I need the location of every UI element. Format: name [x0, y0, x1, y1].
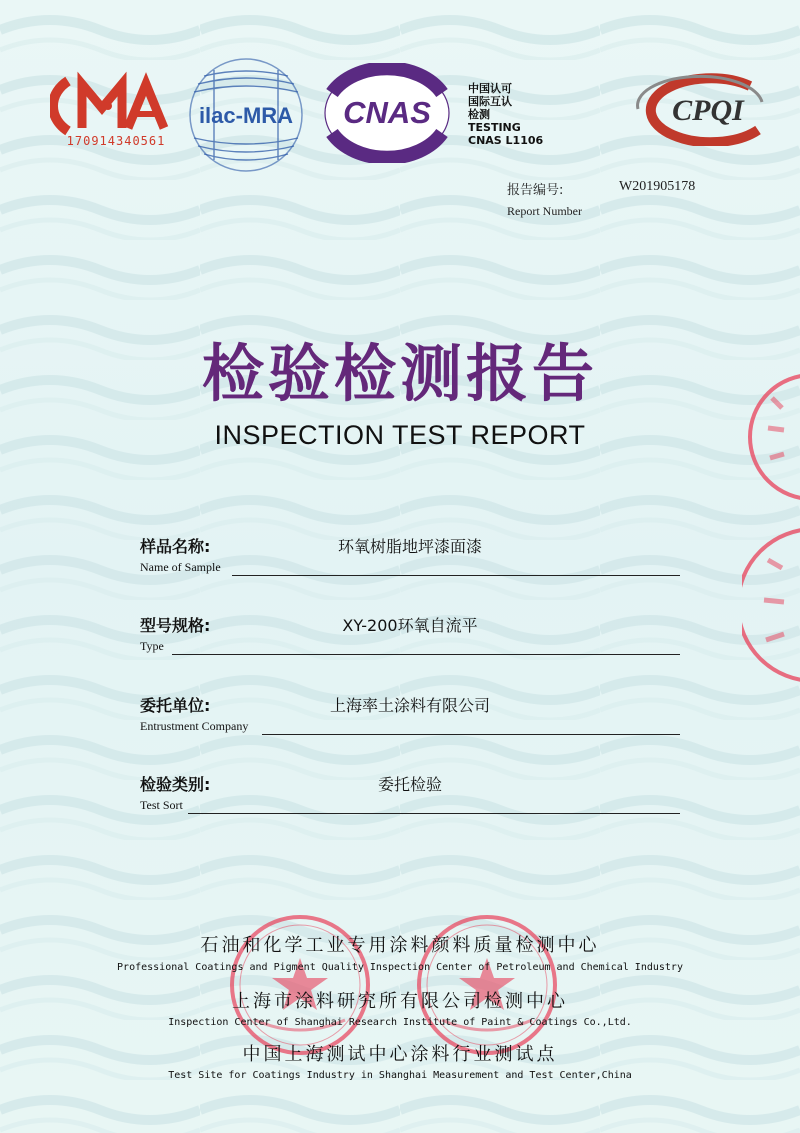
cnas-accreditation-text: [468, 82, 588, 147]
field-label-cn: 型号规格:: [140, 616, 211, 635]
report-number-label-en: Report Number: [507, 204, 582, 218]
field-label-en: Entrustment Company: [140, 719, 249, 733]
report-number-block: [507, 179, 696, 218]
field-entrustment-company: [140, 693, 680, 753]
field-underline: [232, 575, 680, 576]
field-value: 环氧树脂地坪漆面漆: [337, 537, 482, 556]
field-underline: [262, 734, 680, 735]
field-label-en: Test Sort: [140, 798, 183, 812]
cpqi-logo-icon: [630, 72, 776, 146]
cma-registration-number: 170914340561: [66, 134, 166, 148]
field-value: 委托检验: [377, 775, 442, 794]
cnas-logo-icon: [322, 63, 452, 163]
field-underline: [188, 813, 680, 814]
org-name-en-1: Professional Coatings and Pigment Quality Inspection Center of Petroleum and Chemical Industry: [117, 962, 683, 973]
field-label-en: Type: [140, 639, 164, 653]
field-value: 上海率土涂料有限公司: [329, 696, 490, 715]
org-name-cn-1: 石油和化学工业专用涂料颜料质量检测中心: [200, 935, 600, 956]
report-number-label: 报告编号:: [507, 183, 564, 198]
cnas-line: CNAS L1106: [468, 134, 544, 147]
field-test-sort: [140, 772, 680, 832]
edge-seal-stamp-icon: [742, 520, 800, 690]
report-title-en: INSPECTION TEST REPORT: [214, 420, 586, 450]
cpqi-text: CPQI: [672, 94, 744, 127]
org-name-en-2: Inspection Center of Shanghai Research Institute of Paint & Coatings Co.,Ltd.: [168, 1017, 632, 1028]
cnas-text: CNAS: [343, 95, 431, 130]
field-label-cn: 检验类别:: [140, 775, 211, 794]
org-name-en-3: Test Site for Coatings Industry in Shanghai Measurement and Test Center,China: [168, 1070, 632, 1081]
field-label-cn: 委托单位:: [140, 696, 211, 715]
field-label-en: Name of Sample: [140, 560, 221, 574]
cnas-line: 国际互认: [468, 95, 512, 108]
ilac-mra-logo-icon: [184, 56, 308, 174]
ilac-mra-text: ilac-MRA: [198, 103, 294, 128]
org-name-cn-2: 上海市涂料研究所有限公司检测中心: [232, 991, 568, 1012]
cnas-line: 中国认可: [468, 82, 512, 95]
report-title-cn: 检验检测报告: [201, 337, 598, 410]
cnas-line: TESTING: [468, 121, 521, 134]
edge-seal-stamp-icon: [742, 368, 800, 506]
field-value: XY-200环氧自流平: [342, 616, 478, 635]
field-underline: [172, 654, 680, 655]
field-type: [140, 613, 680, 673]
org-name-cn-3: 中国上海测试中心涂料行业测试点: [242, 1044, 558, 1065]
field-label-cn: 样品名称:: [140, 537, 211, 556]
field-sample-name: [140, 534, 680, 594]
report-number-value: W201905178: [619, 179, 696, 194]
cnas-line: 检测: [468, 108, 490, 121]
